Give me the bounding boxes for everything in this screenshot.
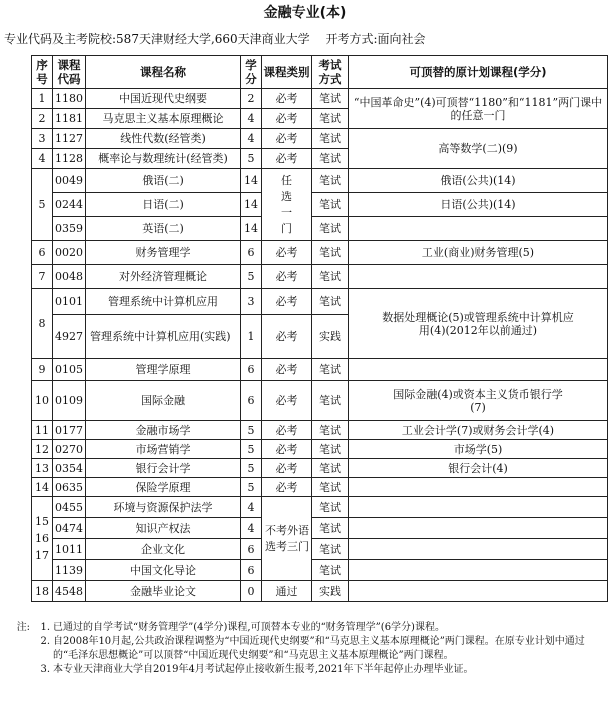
cell-credit: 2 xyxy=(241,89,262,109)
cell-seq: 14 xyxy=(32,478,53,497)
cell-name: 对外经济管理概论 xyxy=(86,265,241,289)
cell-code: 4927 xyxy=(53,315,86,359)
table-row xyxy=(32,421,608,440)
cell-seq: 7 xyxy=(32,265,53,289)
cell-code: 4548 xyxy=(53,581,86,602)
cell-seq: 1 xyxy=(32,89,53,109)
seq-group-label: 15 16 17 xyxy=(35,515,49,562)
cell-exam: 笔试 xyxy=(312,169,349,193)
cell-exam: 笔试 xyxy=(312,421,349,440)
cell-category: 必考 xyxy=(262,89,312,109)
cell-name: 概率论与数理统计(经管类) xyxy=(86,149,241,169)
cell-category: 必考 xyxy=(262,478,312,497)
footnote-number: 3. xyxy=(40,664,50,675)
cell-code: 0359 xyxy=(53,217,86,241)
cell-seq: 5 xyxy=(32,169,53,241)
cell-exam: 笔试 xyxy=(312,289,349,315)
cell-replace: 高等数学(二)(9) xyxy=(349,129,608,169)
cell-name: 中国近现代史纲要 xyxy=(86,89,241,109)
cell-replace: 国际金融(4)或资本主义货币银行学(7) xyxy=(349,381,608,421)
table-row xyxy=(32,581,608,602)
cell-name: 金融毕业论文 xyxy=(86,581,241,602)
footnote xyxy=(6,663,606,677)
header-code: 课程代码 xyxy=(53,56,86,89)
header-credit: 学分 xyxy=(241,56,262,89)
cell-exam: 笔试 xyxy=(312,217,349,241)
table-row xyxy=(32,241,608,265)
cell-exam: 笔试 xyxy=(312,478,349,497)
cell-name: 日语(二) xyxy=(86,193,241,217)
footnote-text: 已通过的自学考试“财务管理学”(4学分)课程,可顶替本专业的“财务管理学”(6学分)课程。 xyxy=(53,622,445,633)
cell-credit: 5 xyxy=(241,459,262,478)
table-row xyxy=(32,539,608,560)
cell-exam: 实践 xyxy=(312,315,349,359)
cell-replace: 俄语(公共)(14) xyxy=(349,169,608,193)
cell-category: 必考 xyxy=(262,459,312,478)
cell-category: 必考 xyxy=(262,265,312,289)
table-row xyxy=(32,459,608,478)
footnote-text: 自2008年10月起,公共政治课程调整为“中国近现代史纲要”和“马克思主义基本原理概论”两门课程。在原专业计划中通过的“毛泽东思想概论”可以顶替“中国近现代史纲要”和“马克思主义基本原理概论”两门课程。 xyxy=(53,636,585,661)
table-row xyxy=(32,518,608,539)
table-row xyxy=(32,193,608,217)
cell-name: 知识产权法 xyxy=(86,518,241,539)
cell-category: 必考 xyxy=(262,289,312,315)
cell-code: 1128 xyxy=(53,149,86,169)
cell-credit: 5 xyxy=(241,478,262,497)
cell-category: 必考 xyxy=(262,421,312,440)
cell-category: 必考 xyxy=(262,109,312,129)
cell-credit: 0 xyxy=(241,581,262,602)
cell-name: 中国文化导论 xyxy=(86,560,241,581)
cell-seq: 2 xyxy=(32,109,53,129)
cell-credit: 6 xyxy=(241,359,262,381)
cell-code: 1011 xyxy=(53,539,86,560)
cell-category xyxy=(262,497,312,581)
cell-credit: 4 xyxy=(241,129,262,149)
cell-seq: 11 xyxy=(32,421,53,440)
cell-name: 俄语(二) xyxy=(86,169,241,193)
cell-name: 环境与资源保护法学 xyxy=(86,497,241,518)
cell-exam: 笔试 xyxy=(312,560,349,581)
cell-replace xyxy=(349,265,608,289)
table-row xyxy=(32,217,608,241)
cell-credit: 5 xyxy=(241,421,262,440)
header-seq: 序号 xyxy=(32,56,53,89)
table-row xyxy=(32,129,608,149)
cell-seq: 3 xyxy=(32,129,53,149)
cell-credit: 1 xyxy=(241,315,262,359)
cell-name: 英语(二) xyxy=(86,217,241,241)
page-title: 金融专业(本) xyxy=(263,5,347,21)
cell-code: 0049 xyxy=(53,169,86,193)
table-row xyxy=(32,169,608,193)
cell-category: 必考 xyxy=(262,359,312,381)
cell-credit: 6 xyxy=(241,241,262,265)
cell-category: 通过 xyxy=(262,581,312,602)
table-row xyxy=(32,560,608,581)
category-elective-label: 任选一门 xyxy=(281,173,292,235)
cell-credit: 4 xyxy=(241,497,262,518)
cell-category: 必考 xyxy=(262,315,312,359)
cell-exam: 笔试 xyxy=(312,359,349,381)
cell-seq: 8 xyxy=(32,289,53,359)
cell-name: 财务管理学 xyxy=(86,241,241,265)
header-category: 课程类别 xyxy=(262,56,312,89)
header-replace: 可顶替的原计划课程(学分) xyxy=(349,56,608,89)
cell-seq: 13 xyxy=(32,459,53,478)
cell-code: 1127 xyxy=(53,129,86,149)
table-row xyxy=(32,359,608,381)
cell-replace xyxy=(349,560,608,581)
cell-exam: 笔试 xyxy=(312,497,349,518)
footnote-number: 1. xyxy=(40,622,50,633)
cell-code: 0455 xyxy=(53,497,86,518)
cell-credit: 5 xyxy=(241,440,262,459)
cell-category xyxy=(262,169,312,241)
cell-replace: 工业(商业)财务管理(5) xyxy=(349,241,608,265)
table-row xyxy=(32,478,608,497)
cell-name: 管理学原理 xyxy=(86,359,241,381)
table-row xyxy=(32,497,608,518)
cell-exam: 笔试 xyxy=(312,149,349,169)
cell-credit: 4 xyxy=(241,518,262,539)
cell-category: 必考 xyxy=(262,149,312,169)
cell-category: 必考 xyxy=(262,241,312,265)
cell-seq: 6 xyxy=(32,241,53,265)
cell-seq xyxy=(32,497,53,581)
cell-code: 0048 xyxy=(53,265,86,289)
cell-code: 1180 xyxy=(53,89,86,109)
cell-code: 0101 xyxy=(53,289,86,315)
cell-category: 必考 xyxy=(262,381,312,421)
cell-credit: 6 xyxy=(241,539,262,560)
cell-code: 0635 xyxy=(53,478,86,497)
cell-code: 0474 xyxy=(53,518,86,539)
cell-category: 必考 xyxy=(262,129,312,149)
footnote xyxy=(6,621,606,635)
cell-code: 0177 xyxy=(53,421,86,440)
cell-name: 马克思主义基本原理概论 xyxy=(86,109,241,129)
cell-replace xyxy=(349,518,608,539)
cell-name: 管理系统中计算机应用 xyxy=(86,289,241,315)
cell-exam: 笔试 xyxy=(312,459,349,478)
cell-exam: 笔试 xyxy=(312,109,349,129)
cell-name: 管理系统中计算机应用(实践) xyxy=(86,315,241,359)
header-row xyxy=(32,56,608,89)
category-optional-label: 不考外语选考三门 xyxy=(265,523,309,553)
cell-code: 0354 xyxy=(53,459,86,478)
footnote-label: 注: xyxy=(16,622,30,633)
cell-code: 0270 xyxy=(53,440,86,459)
cell-credit: 5 xyxy=(241,149,262,169)
cell-code: 0109 xyxy=(53,381,86,421)
cell-replace: 银行会计(4) xyxy=(349,459,608,478)
cell-credit: 6 xyxy=(241,381,262,421)
cell-replace: 工业会计学(7)或财务会计学(4) xyxy=(349,421,608,440)
footnote-number: 2. xyxy=(40,636,50,647)
cell-code: 0020 xyxy=(53,241,86,265)
cell-name: 银行会计学 xyxy=(86,459,241,478)
cell-exam: 笔试 xyxy=(312,440,349,459)
cell-exam: 笔试 xyxy=(312,129,349,149)
cell-credit: 14 xyxy=(241,169,262,193)
cell-seq: 12 xyxy=(32,440,53,459)
cell-replace xyxy=(349,581,608,602)
cell-exam: 笔试 xyxy=(312,241,349,265)
cell-replace xyxy=(349,359,608,381)
cell-name: 企业文化 xyxy=(86,539,241,560)
table-row xyxy=(32,381,608,421)
cell-exam: 笔试 xyxy=(312,381,349,421)
cell-name: 保险学原理 xyxy=(86,478,241,497)
footnote xyxy=(6,635,606,663)
cell-seq: 10 xyxy=(32,381,53,421)
header-name: 课程名称 xyxy=(86,56,241,89)
cell-exam: 笔试 xyxy=(312,265,349,289)
cell-credit: 5 xyxy=(241,265,262,289)
cell-replace xyxy=(349,217,608,241)
cell-exam: 笔试 xyxy=(312,193,349,217)
cell-seq: 18 xyxy=(32,581,53,602)
header-exam: 考试方式 xyxy=(312,56,349,89)
cell-exam: 笔试 xyxy=(312,89,349,109)
subtitle: 专业代码及主考院校:587天津财经大学,660天津商业大学 开考方式:面向社会 xyxy=(4,32,426,46)
cell-seq: 9 xyxy=(32,359,53,381)
cell-credit: 14 xyxy=(241,193,262,217)
cell-code: 0105 xyxy=(53,359,86,381)
cell-replace: 数据处理概论(5)或管理系统中计算机应用(4)(2012年以前通过) xyxy=(349,289,608,359)
table-row xyxy=(32,89,608,109)
table-row xyxy=(32,440,608,459)
table-row xyxy=(32,289,608,315)
cell-name: 国际金融 xyxy=(86,381,241,421)
footnotes xyxy=(6,621,606,677)
cell-code: 0244 xyxy=(53,193,86,217)
cell-name: 线性代数(经管类) xyxy=(86,129,241,149)
cell-credit: 4 xyxy=(241,109,262,129)
table-row xyxy=(32,265,608,289)
footnote-text: 本专业天津商业大学自2019年4月考试起停止接收新生报考,2021年下半年起停止办理毕业证。 xyxy=(53,664,474,675)
cell-replace xyxy=(349,539,608,560)
cell-replace: “中国革命史”(4)可顶替“1180”和“1181”两门课中的任意一门 xyxy=(349,89,608,129)
cell-code: 1139 xyxy=(53,560,86,581)
course-table xyxy=(31,55,608,602)
cell-credit: 6 xyxy=(241,560,262,581)
cell-exam: 实践 xyxy=(312,581,349,602)
cell-code: 1181 xyxy=(53,109,86,129)
cell-replace: 日语(公共)(14) xyxy=(349,193,608,217)
cell-exam: 笔试 xyxy=(312,539,349,560)
cell-replace xyxy=(349,497,608,518)
cell-name: 金融市场学 xyxy=(86,421,241,440)
cell-replace xyxy=(349,478,608,497)
cell-credit: 3 xyxy=(241,289,262,315)
cell-exam: 笔试 xyxy=(312,518,349,539)
cell-name: 市场营销学 xyxy=(86,440,241,459)
cell-replace: 市场学(5) xyxy=(349,440,608,459)
cell-credit: 14 xyxy=(241,217,262,241)
cell-category: 必考 xyxy=(262,440,312,459)
cell-seq: 4 xyxy=(32,149,53,169)
